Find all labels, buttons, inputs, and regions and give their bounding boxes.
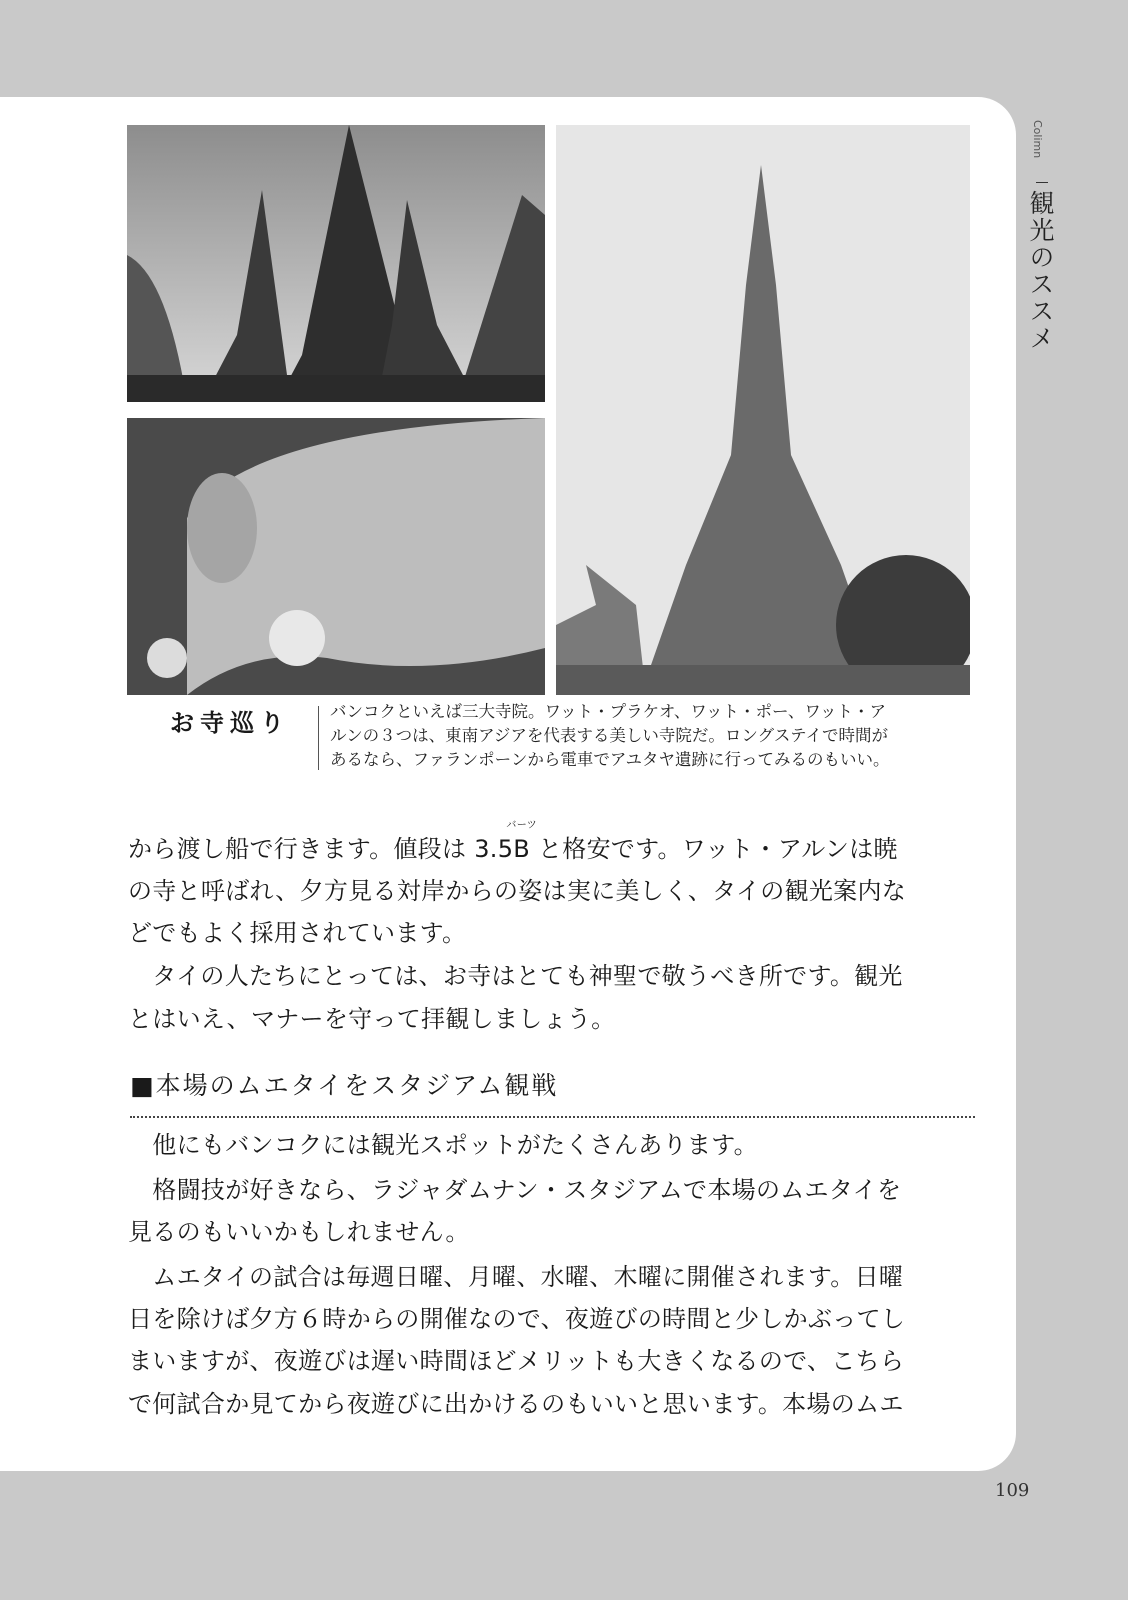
body-line: の寺と呼ばれ、夕方見る対岸からの姿は実に美しく、タイの観光案内な: [128, 877, 907, 905]
text-span: から渡し船で行きます。値段は 3.5: [128, 835, 514, 863]
ruby-baht: [506, 820, 537, 864]
column-title: 観光のススメ: [1026, 190, 1055, 352]
photo-reclining-buddha: [127, 418, 545, 695]
caption-divider: [318, 706, 319, 770]
section-heading: ■本場のムエタイをスタジアム観戦: [130, 1071, 559, 1100]
body-line: とはいえ、マナーを守って拝観しましょう。: [128, 1005, 616, 1033]
page-number: 109: [995, 1480, 1030, 1501]
body-line: で何試合か見てから夜遊びに出かけるのもいいと思います。本場のムエ: [128, 1390, 904, 1418]
body-line: 格闘技が好きなら、ラジャダムナン・スタジアムで本場のムエタイを: [128, 1176, 902, 1204]
body-line: [128, 820, 973, 864]
ruby-base: B: [513, 835, 531, 863]
body-line: ムエタイの試合は毎週日曜、月曜、水曜、木曜に開催されます。日曜: [128, 1263, 904, 1291]
body-line: まいますが、夜遊びは遅い時間ほどメリットも大きくなるので、こちら: [128, 1347, 905, 1375]
body-line: どでもよく採用されています。: [128, 919, 467, 947]
ruby-text: バーツ: [506, 820, 537, 831]
body-line: 見るのもいいかもしれません。: [128, 1218, 470, 1246]
body-line: タイの人たちにとっては、お寺はとても神聖で敬うべき所です。観光: [128, 962, 903, 990]
caption-title: お寺巡り: [170, 709, 290, 737]
dotted-rule: [130, 1116, 975, 1118]
photo-wat-pho-stupas: [127, 125, 545, 402]
text-span: と格安です。ワット・アルンは暁: [530, 835, 898, 863]
column-divider: [1036, 182, 1048, 183]
caption-line: ルンの３つは、東南アジアを代表する美しい寺院だ。ロングステイで時間が: [330, 726, 888, 745]
body-line: 日を除けば夕方６時からの開催なので、夜遊びの時間と少しかぶってし: [128, 1305, 906, 1333]
caption-line: バンコクといえば三大寺院。ワット・プラケオ、ワット・ポー、ワット・ア: [330, 702, 887, 721]
caption-text: [330, 700, 990, 772]
photo-wat-arun: [556, 125, 970, 695]
column-label: Colimn: [1031, 120, 1044, 159]
caption-line: あるなら、ファランポーンから電車でアユタヤ遺跡に行ってみるのもいい。: [330, 750, 890, 769]
body-line: 他にもバンコクには観光スポットがたくさんあります。: [128, 1131, 758, 1159]
